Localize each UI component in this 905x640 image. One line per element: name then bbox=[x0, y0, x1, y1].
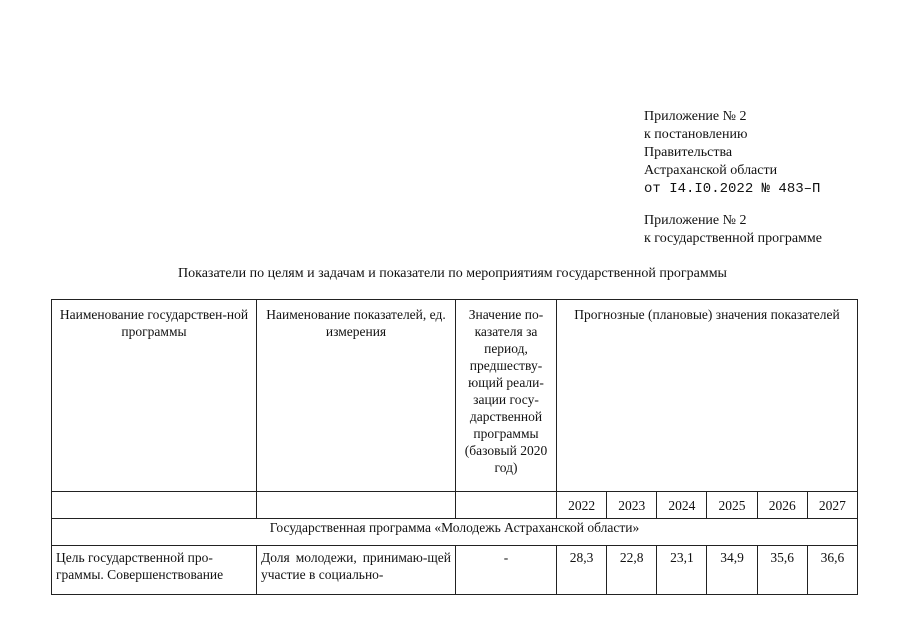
program-title-row bbox=[52, 519, 858, 546]
year-cell: 2022 bbox=[557, 492, 607, 519]
header-forecast: Прогнозные (плановые) значения показателей bbox=[557, 300, 858, 492]
header-program-name: Наименование государствен-ной программы bbox=[52, 300, 257, 492]
table-header-row bbox=[52, 300, 858, 492]
value-cell: 36,6 bbox=[807, 546, 857, 595]
approval-line: Приложение № 2 bbox=[644, 109, 747, 124]
value-cell: 22,8 bbox=[607, 546, 657, 595]
header-base-value: Значение по-казателя за период, предшеству-ющий реали-зации госу-дарственной программы (базовый 2020 год) bbox=[456, 300, 557, 492]
approval-line: к постановлению bbox=[644, 127, 748, 142]
approval-line: Правительства bbox=[644, 145, 733, 160]
year-cell: 2023 bbox=[607, 492, 657, 519]
spacer bbox=[644, 198, 822, 212]
table-row bbox=[52, 546, 858, 595]
indicators-table bbox=[51, 299, 858, 595]
value-cell: 23,1 bbox=[657, 546, 707, 595]
year-cell: 2027 bbox=[807, 492, 857, 519]
program-title: Государственная программа «Молодежь Астраханской области» bbox=[52, 519, 858, 546]
approval-date-number: от I4.I0.2022 № 483–П bbox=[644, 181, 821, 197]
value-cell: 34,9 bbox=[707, 546, 757, 595]
approval-block bbox=[644, 108, 822, 248]
year-cell: 2025 bbox=[707, 492, 757, 519]
value-cell: 35,6 bbox=[757, 546, 807, 595]
value-cell: 28,3 bbox=[557, 546, 607, 595]
approval-line: к государственной программе bbox=[644, 231, 822, 246]
document-title: Показатели по целям и задачам и показатели по мероприятиям государственной программы bbox=[178, 266, 727, 281]
year-cell: 2026 bbox=[757, 492, 807, 519]
header-indicator-name: Наименование показателей, ед. измерения bbox=[257, 300, 456, 492]
empty-cell bbox=[257, 492, 456, 519]
approval-line: Приложение № 2 bbox=[644, 213, 747, 228]
goal-cell: Цель государственной про-граммы. Совершенствование bbox=[52, 546, 257, 595]
empty-cell bbox=[52, 492, 257, 519]
year-cell: 2024 bbox=[657, 492, 707, 519]
approval-line: Астраханской области bbox=[644, 163, 778, 178]
indicator-cell: Доля молодежи, принимаю-щей участие в социально- bbox=[257, 546, 456, 595]
empty-cell bbox=[456, 492, 557, 519]
years-row bbox=[52, 492, 858, 519]
base-value-cell: - bbox=[456, 546, 557, 595]
